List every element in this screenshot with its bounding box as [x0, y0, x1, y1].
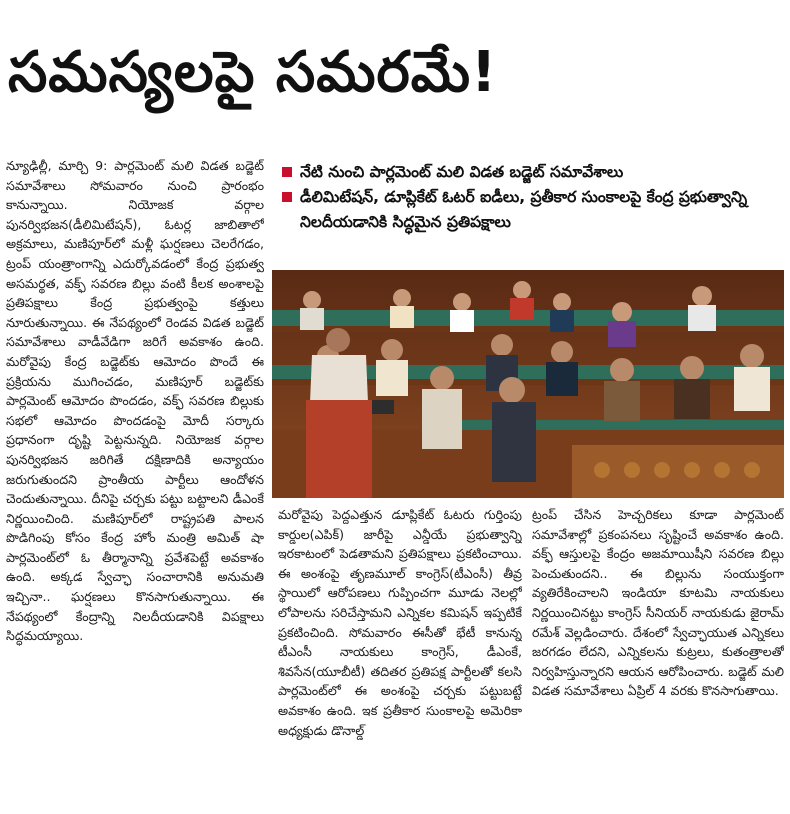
summary-bullet: [282, 185, 784, 235]
article-paragraph: ట్రంప్ చేసిన హెచ్చరికలు కూడా పార్లమెంట్ సమావేశాల్లో ప్రకంపనలు సృష్టించే అవకాశం ఉంది. వక్ఫ్ ఆస్తులపై కేంద్రం అజమాయిషీని సవరణ బిల్లు పెంచుతుందని.. ఈ బిల్లును సంయుక్తంగా వ్యతిరేకించాలని ఇండియా కూటమి నాయకులు నిర్ణయించినట్టు కాంగ్రెస్ సీనియర్ నాయకుడు జైరామ్ రమేశ్ వెల్లడించారు. దేశంలో స్వేచ్ఛాయుత ఎన్నికలు జరగడం లేదని, ఎన్నికలను కుట్రలు, కుతంత్రాలతో నిర్వహిస్తున్నారని ఆయన ఆరోపించారు. బడ్జెట్ మలి విడత సమావేశాలు ఏప్రిల్ 4 వరకు కొనసాగుతాయి.: [532, 507, 784, 699]
summary-bullet: [282, 160, 784, 185]
bullet-text: నేటి నుంచి పార్లమెంట్ మలి విడత బడ్జెట్ సమావేశాలు: [300, 163, 624, 181]
bullet-square-icon: [282, 167, 292, 177]
bullet-text: డీలిమిటేషన్, డూప్లికేట్ ఓటర్ ఐడీలు, ప్రతీకార సుంకాలపై కేంద్ర ప్రభుత్వాన్ని నిలదీయడానికి సిద్ధమైన ప్రతిపక్షాలు: [300, 188, 748, 231]
bullet-square-icon: [282, 192, 292, 202]
article-column-2: [278, 505, 522, 805]
article-paragraph: మరోవైపు పెద్దఎత్తున డూప్లికేట్ ఓటరు గుర్తింపు కార్డుల(ఎపిక్) జారీపై ఎన్డీయే ప్రభుత్వాన్ని ఇరకాటంలో పెడతామని ప్రతిపక్షాలు ప్రకటించాయి. ఈ అంశంపై తృణమూల్ కాంగ్రెస్(టీఎంసీ) తీవ్ర స్థాయిలో ఆరోపణలు గుప్పించగా మూడు నెలల్లో లోపాలను సరిచేస్తామని ఎన్నికల కమిషన్ ఇప్పటికే ప్రకటించింది. సోమవారం ఈసీతో భేటీ కానున్న టీఎంసీ నాయకులు కాంగ్రెస్, డీఎంకే, శివసేన(యూబీటీ) తదితర ప్రతిపక్ష పార్టీలతో కలసి పార్లమెంట్‌లో ఈ అంశంపై చర్చకు పట్టుబట్టే అవకాశం ఉంది. ఇక ప్రతీకార సుంకాలపై అమెరికా అధ్యక్షుడు డొనాల్డ్: [278, 507, 522, 738]
article-column-1: [6, 156, 264, 806]
article-paragraph: న్యూఢిల్లీ, మార్చి 9: పార్లమెంట్ మలి విడత బడ్జెట్ సమావేశాలు సోమవారం నుంచి ప్రారంభం కానున్నాయి. నియోజక వర్గాల పునర్విభజన(డీలిమిటేషన్), ఓటర్ల జాబితాలో అక్రమాలు, మణిపూర్‌లో మళ్లీ ఘర్షణలు చెలరేగడం, ట్రంప్ యంత్రాంగాన్ని ఎదుర్కోవడంలో కేంద్ర ప్రభుత్వ అసమర్థత, వక్ఫ్ సవరణ బిల్లు వంటి కీలక అంశాలపై ప్రతిపక్షాలు కేంద్ర ప్రభుత్వంపై కత్తులు నూరుతున్నాయి. ఈ నేపథ్యంలో రెండవ విడత బడ్జెట్ సమావేశాలు వాడీవేడిగా జరిగే అవకాశం ఉంది. మరోవైపు కేంద్ర బడ్జెట్‌కు ఆమోదం పొందే ఈ ప్రక్రియను ముగించడం, మణిపూర్ బడ్జెట్‌కు పార్లమెంట్ ఆమోదం పొందడం, వక్ఫ్ సవరణ బిల్లుకు సభలో ఆమోదం పొందడంపై మోదీ సర్కారు ప్రధానంగా దృష్టి పెట్టనున్నది. నియోజక వర్గాల పునర్విభజన జరిగితే దక్షిణాదికి అన్యాయం జరుగుతుందని ప్రాంతీయ పార్టీలు ఆందోళన చెందుతున్నాయి. దీనిపై చర్చకు పట్టు బట్టాలని డీఎంకే నిర్ణయించింది. మణిపూర్‌లో రాష్ట్రపతి పాలన పొడిగింపు కోసం కేంద్ర హోం మంత్రి అమిత్ షా పార్లమెంట్‌లో ఓ తీర్మానాన్ని ప్రవేశపెట్టే అవకాశం ఉంది. అక్కడ స్వేచ్ఛా సంచారానికి అనుమతి ఇచ్చినా.. ఘర్షణలు కొనసాగుతున్నాయి. ఈ నేపథ్యంలో కేంద్రాన్ని నిలదీయడానికి విపక్షాలు సిద్ధమయ్యాయి.: [6, 158, 264, 644]
summary-bullets: [282, 160, 784, 235]
article-column-3: [532, 505, 784, 805]
headline: సమస్యలపై సమరమే!: [8, 40, 498, 105]
parliament-photo: [272, 270, 784, 498]
